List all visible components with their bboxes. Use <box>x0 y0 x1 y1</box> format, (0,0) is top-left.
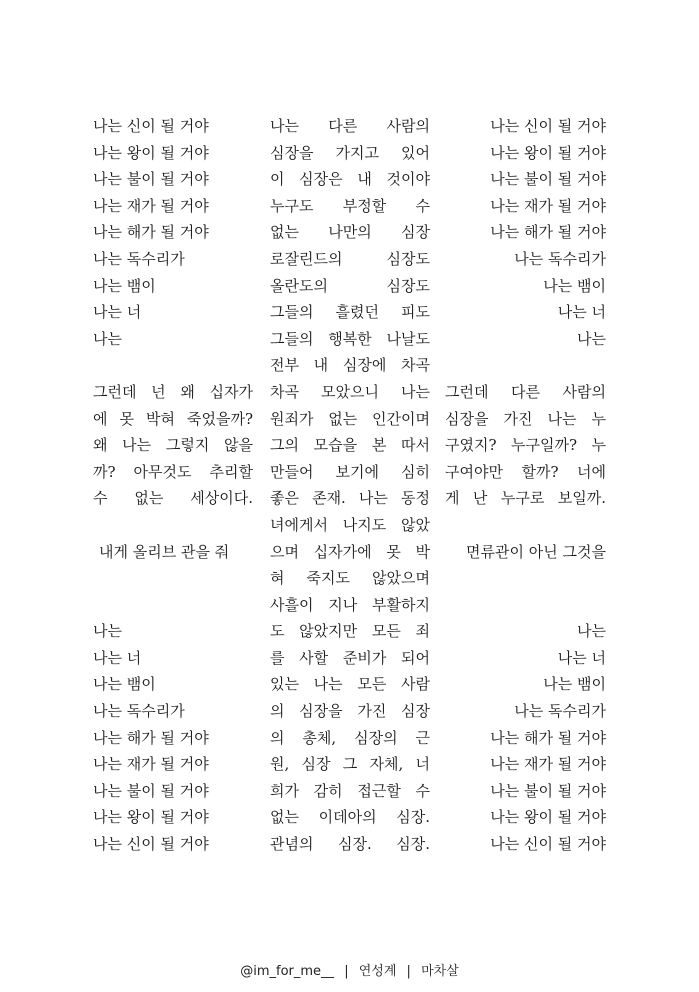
left-bottom-stanza <box>93 618 253 857</box>
footer-author: 마차살 <box>421 964 459 979</box>
middle-line: 녀에게서 나지도 않았 <box>270 515 430 534</box>
right-top-stanza <box>445 113 606 352</box>
middle-line: 없는 이데아의 심장. <box>270 808 430 827</box>
right-top-line: 나는 독수리가 <box>514 249 606 268</box>
left-bottom-line: 나는 불이 될 거야 <box>93 781 209 800</box>
right-top-line: 나는 불이 될 거야 <box>490 170 606 189</box>
middle-line: 이 심장은 내 것이야 <box>270 170 430 189</box>
middle-line: 를 사할 준비가 되어 <box>270 648 430 667</box>
right-top-line: 나는 <box>577 329 606 348</box>
left-bottom-line: 나는 해가 될 거야 <box>93 728 209 747</box>
left-top-line: 나는 왕이 될 거야 <box>93 143 209 162</box>
middle-line: 원, 심장 그 자체, 너 <box>270 755 430 774</box>
left-top-line: 나는 재가 될 거야 <box>93 196 209 215</box>
right-question-line: 그런데 다른 사람의 <box>445 382 606 401</box>
left-question-line: 까? 아무것도 추리할 <box>93 462 253 481</box>
middle-line: 그들의 행복한 나날도 <box>270 329 430 348</box>
right-bottom-line: 나는 <box>577 622 606 641</box>
middle-column <box>270 113 430 858</box>
right-bottom-line: 나는 불이 될 거야 <box>490 781 606 800</box>
middle-line: 관념의 심장. 심장. <box>270 835 430 854</box>
right-bottom-line: 나는 독수리가 <box>514 702 606 721</box>
right-question-line: 구였지? 누구일까? 누 <box>445 436 606 455</box>
left-bottom-line: 나는 독수리가 <box>93 702 185 721</box>
middle-line: 희가 감히 접근할 수 <box>270 781 430 800</box>
left-bottom-line: 나는 뱀이 <box>93 675 156 694</box>
right-column <box>445 113 606 858</box>
middle-line: 전부 내 심장에 차곡 <box>270 356 430 375</box>
left-bottom-line: 나는 신이 될 거야 <box>93 835 209 854</box>
middle-line: 있는 나는 모든 사람 <box>270 675 430 694</box>
middle-line: 심장을 가지고 있어 <box>270 143 430 162</box>
left-top-line: 나는 너 <box>93 303 142 322</box>
right-top-line: 나는 너 <box>557 303 606 322</box>
left-top-line: 나는 독수리가 <box>93 249 185 268</box>
middle-line: 그의 모습을 본 따서 <box>270 436 430 455</box>
middle-line: 로잘린드의 심장도 <box>270 249 430 268</box>
left-top-line: 나는 <box>93 329 122 348</box>
middle-line: 사흘이 지나 부활하지 <box>270 595 430 614</box>
right-top-line: 나는 신이 될 거야 <box>490 117 606 135</box>
left-top-line: 나는 해가 될 거야 <box>93 223 209 242</box>
right-bottom-line: 나는 왕이 될 거야 <box>490 808 606 827</box>
middle-line: 없는 나만의 심장 <box>270 223 430 242</box>
right-top-line: 나는 재가 될 거야 <box>490 196 606 215</box>
left-bottom-line: 나는 <box>93 622 122 641</box>
left-column <box>93 113 253 858</box>
right-bottom-line: 나는 신이 될 거야 <box>490 835 606 854</box>
right-bottom-line: 나는 뱀이 <box>543 675 606 694</box>
left-question-stanza <box>93 379 253 512</box>
left-olive-line: 내게 올리브 관을 줘 <box>99 542 230 561</box>
left-question-line: 수 없는 세상이다. <box>93 489 253 508</box>
footer-separator: | <box>344 964 349 979</box>
right-question-line: 구여야만 할까? 너에 <box>445 462 606 481</box>
middle-line: 의 총체, 심장의 근 <box>270 728 430 747</box>
middle-line: 나는 다른 사람의 <box>270 117 430 135</box>
left-top-stanza <box>93 113 253 352</box>
middle-line: 누구도 부정할 수 <box>270 196 430 215</box>
footer-series: 연성계 <box>358 964 397 979</box>
left-bottom-line: 나는 너 <box>93 648 142 667</box>
right-question-stanza <box>445 379 606 512</box>
right-bottom-line: 나는 해가 될 거야 <box>490 728 606 747</box>
footer-handle: @im_for_me__ <box>240 964 335 979</box>
left-question-line: 에 못 박혀 죽었을까? <box>93 409 253 428</box>
right-bottom-stanza <box>445 618 606 857</box>
right-bottom-line: 나는 너 <box>557 648 606 667</box>
right-top-line: 나는 해가 될 거야 <box>490 223 606 242</box>
middle-line: 으며 십자가에 못 박 <box>270 542 430 561</box>
right-bottom-line: 나는 재가 될 거야 <box>490 755 606 774</box>
middle-line: 차곡 모았으니 나는 <box>270 382 430 401</box>
right-crown-line: 면류관이 아닌 그것을 <box>466 542 606 561</box>
middle-line: 그들의 흘렸던 피도 <box>270 303 430 322</box>
middle-line: 도 않았지만 모든 죄 <box>270 622 430 641</box>
middle-line: 올란도의 심장도 <box>270 276 430 295</box>
left-top-line: 나는 신이 될 거야 <box>93 117 209 135</box>
left-top-line: 나는 뱀이 <box>93 276 156 295</box>
right-top-line: 나는 뱀이 <box>543 276 606 295</box>
middle-line: 혀 죽지도 않았으며 <box>270 569 430 588</box>
left-bottom-line: 나는 재가 될 거야 <box>93 755 209 774</box>
left-question-line: 그런데 넌 왜 십자가 <box>93 382 253 401</box>
left-question-line: 왜 나는 그렇지 않을 <box>93 436 253 455</box>
middle-line: 의 심장을 가진 심장 <box>270 702 430 721</box>
middle-line: 만들어 보기에 심히 <box>270 462 430 481</box>
footer-credits <box>0 960 699 979</box>
footer-separator: | <box>406 964 411 979</box>
left-top-line: 나는 불이 될 거야 <box>93 170 209 189</box>
right-top-line: 나는 왕이 될 거야 <box>490 143 606 162</box>
right-question-line: 심장을 가진 나는 누 <box>445 409 606 428</box>
middle-line: 원죄가 없는 인간이며 <box>270 409 430 428</box>
middle-line: 좋은 존재. 나는 동정 <box>270 489 430 508</box>
right-question-line: 게 난 누구로 보일까. <box>445 489 606 508</box>
left-bottom-line: 나는 왕이 될 거야 <box>93 808 209 827</box>
